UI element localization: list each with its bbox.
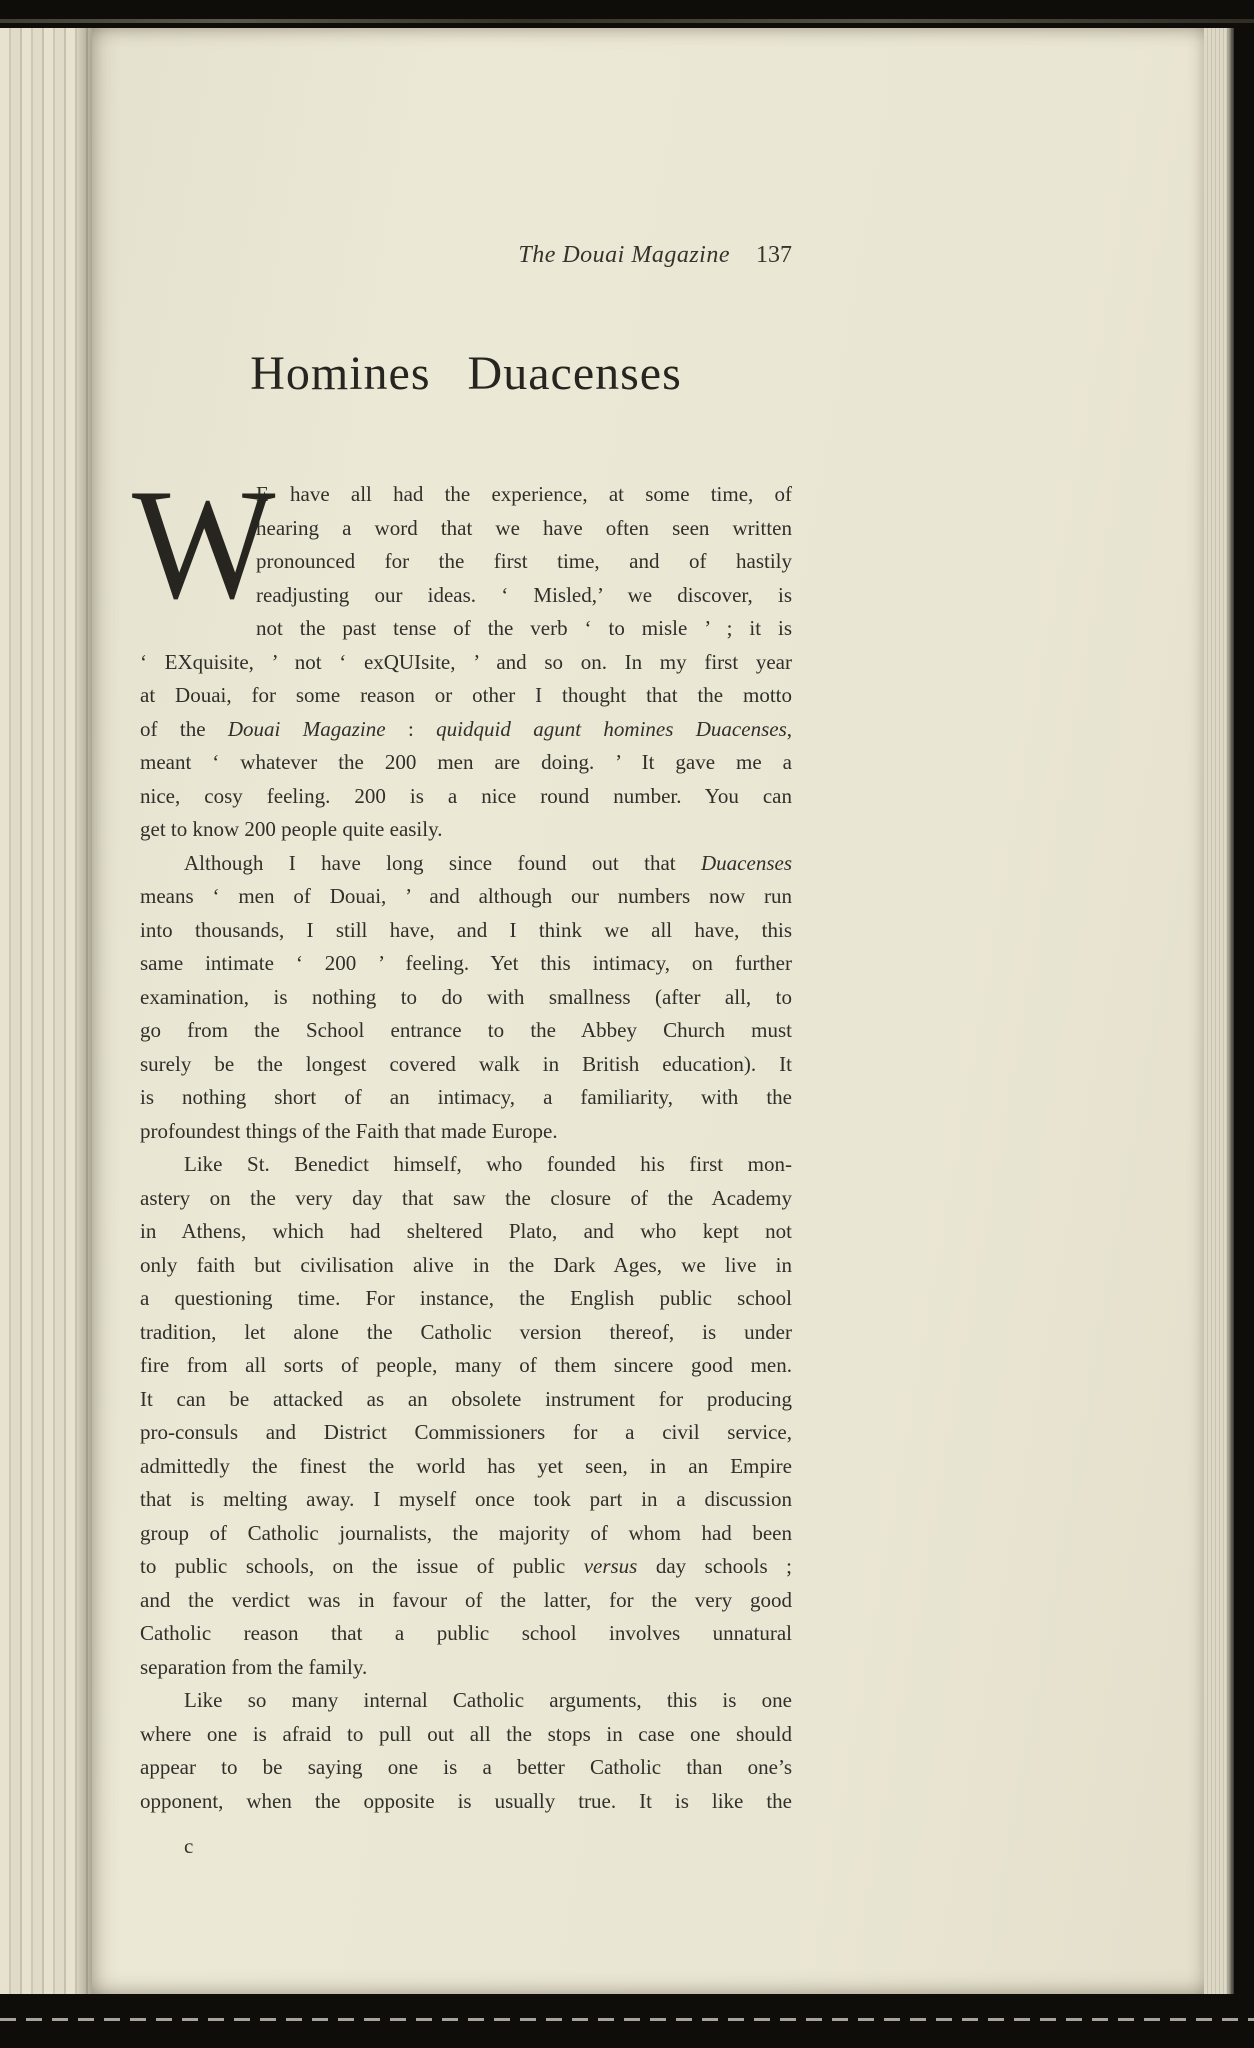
text-line: profoundest things of the Faith that made Europe. xyxy=(140,1118,558,1143)
text-line: only faith but civilisation alive in the Dark Ages, we live in xyxy=(140,1252,792,1277)
paragraph xyxy=(140,1684,792,1818)
text-line: in Athens, which had sheltered Plato, and who kept not xyxy=(140,1219,792,1243)
text-line: means ‘ men of Douai, ’ and although our numbers now run xyxy=(140,884,792,908)
text-line: group of Catholic journalists, the majority of whom had been xyxy=(140,1520,792,1545)
text-line: Catholic reason that a public school involves unnatural xyxy=(140,1621,792,1645)
text-line: pro-consuls and District Commissioners for a civil service, xyxy=(140,1420,792,1444)
text-line: tradition, let alone the Catholic version thereof, is under xyxy=(140,1319,792,1344)
text-line: Like so many internal Catholic arguments, this is one xyxy=(184,1688,792,1712)
text-line: ‘ EXquisite, ’ not ‘ exQUIsite, ’ and so on. In my first year xyxy=(140,649,792,674)
text-line: Although I have long since found out that Duacenses xyxy=(184,850,792,875)
running-header-journal-title: The Douai Magazine xyxy=(518,242,730,268)
text-line: where one is afraid to pull out all the stops in case one should xyxy=(140,1721,792,1746)
running-header xyxy=(140,240,792,270)
text-line: fire from all sorts of people, many of them sincere good men. xyxy=(140,1353,792,1377)
page-number: 137 xyxy=(756,242,792,268)
text-line: same intimate ‘ 200 ’ feeling. Yet this intimacy, on further xyxy=(140,951,792,975)
text-line: meant ‘ whatever the 200 men are doing. ’ It gave me a xyxy=(140,750,792,774)
book-page xyxy=(92,28,1204,1994)
text-line: surely be the longest covered walk in British education). It xyxy=(140,1051,792,1076)
text-line: a questioning time. For instance, the English public school xyxy=(140,1286,792,1310)
text-line: It can be attacked as an obsolete instrument for producing xyxy=(140,1386,792,1411)
text-line: admittedly the finest the world has yet seen, in an Empire xyxy=(140,1453,792,1478)
text-line: appear to be saying one is a better Catholic than one’s xyxy=(140,1755,792,1779)
text-line: hearing a word that we have often seen written xyxy=(256,515,792,540)
text-line: readjusting our ideas. ‘ Misled,’ we discover, is xyxy=(256,582,792,607)
text-line: pronounced for the first time, and of hastily xyxy=(256,549,792,573)
paragraph xyxy=(132,456,792,847)
text-line: nice, cosy feeling. 200 is a nice round number. You can xyxy=(140,783,792,808)
left-page-edges xyxy=(0,28,92,1994)
text-line: astery on the very day that saw the closure of the Academy xyxy=(140,1185,792,1210)
text-line: at Douai, for some reason or other I thought that the motto xyxy=(140,683,792,707)
text-line: to public schools, on the issue of public versus day schools ; xyxy=(140,1554,793,1578)
text-line: E have all had the experience, at some time, of xyxy=(256,482,792,506)
text-line: and the verdict was in favour of the latter, for the very good xyxy=(140,1587,792,1612)
right-fore-edge xyxy=(1204,28,1234,1994)
cover-bottom-stitching xyxy=(0,2018,1254,2021)
text-line: that is melting away. I myself once took part in a discussion xyxy=(140,1487,792,1511)
paragraph xyxy=(140,847,792,1149)
text-line: Like St. Benedict himself, who founded his first mon- xyxy=(184,1152,792,1176)
text-line: go from the School entrance to the Abbey Church must xyxy=(140,1018,792,1042)
article-body xyxy=(132,456,793,1818)
drop-cap: W xyxy=(132,456,276,632)
text-line: of the Douai Magazine : quidquid agunt homines Duacenses, xyxy=(140,716,792,741)
signature-mark: c xyxy=(184,1834,194,1858)
text-line: not the past tense of the verb ‘ to misle ’ ; it is xyxy=(256,616,792,640)
text-line: separation from the family. xyxy=(140,1654,368,1679)
cover-top-highlight xyxy=(0,19,1254,23)
text-line: opponent, when the opposite is usually true. It is like the xyxy=(140,1788,792,1813)
text-line: into thousands, I still have, and I think we all have, this xyxy=(140,917,792,942)
text-line: is nothing short of an intimacy, a familiarity, with the xyxy=(140,1085,792,1109)
text-line: examination, is nothing to do with smallness (after all, to xyxy=(140,984,792,1009)
text-line: get to know 200 people quite easily. xyxy=(140,817,443,841)
article-title: Homines Duacenses xyxy=(250,347,682,400)
paragraph xyxy=(140,1148,792,1684)
